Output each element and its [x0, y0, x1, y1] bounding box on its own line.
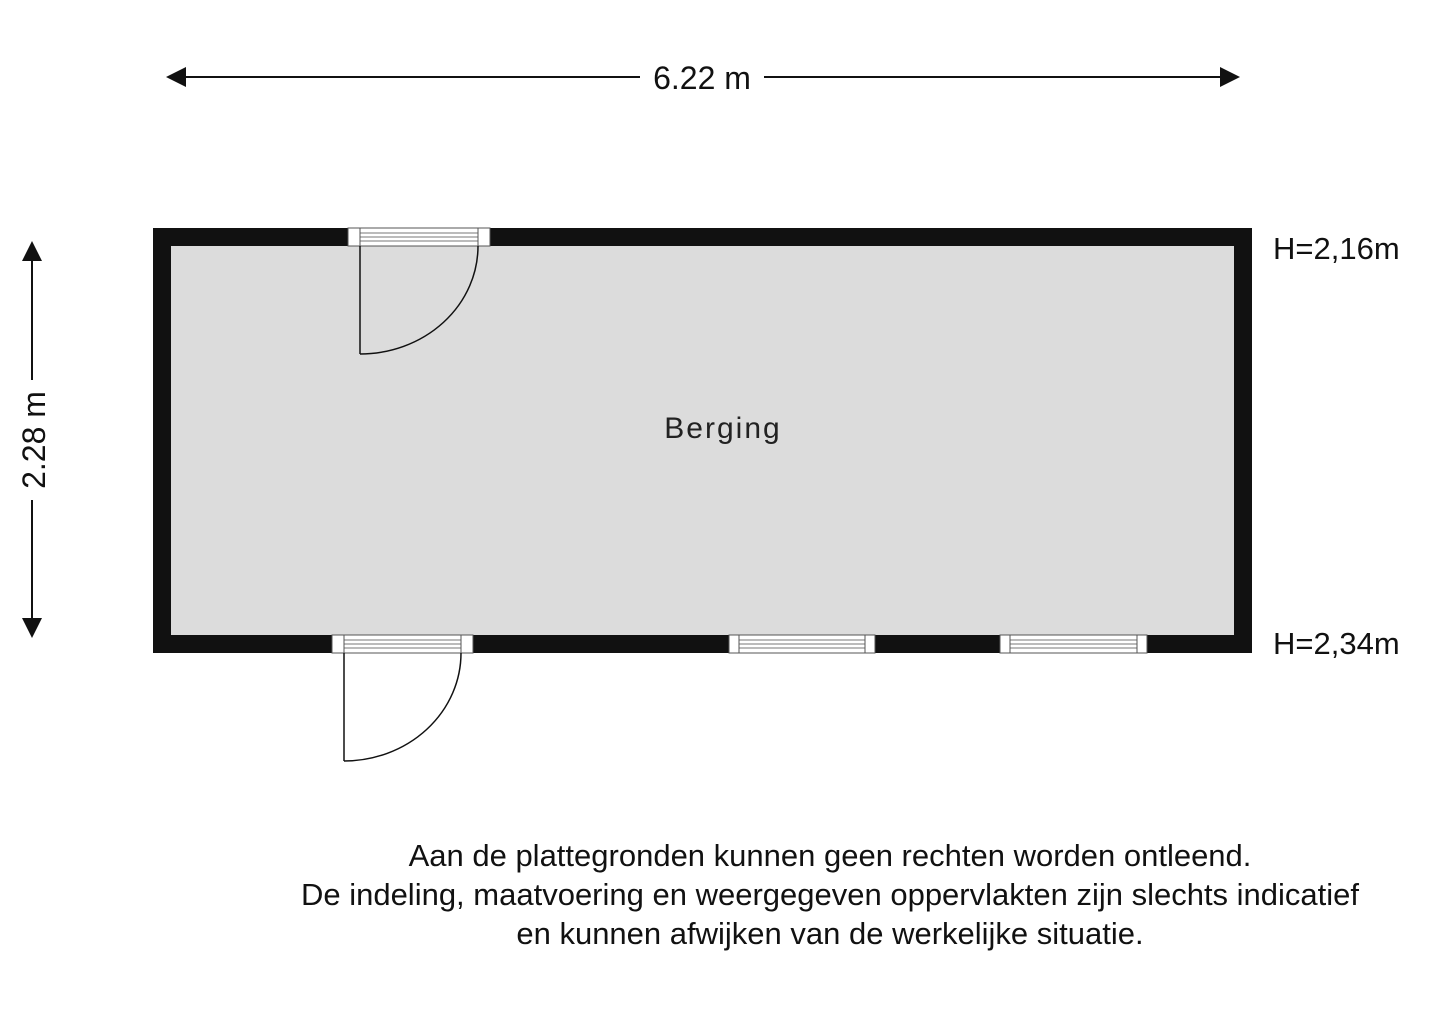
- width-label: 6.22 m: [653, 60, 751, 96]
- width-dimension: [168, 60, 1238, 96]
- door-swing-arc: [344, 653, 461, 761]
- disclaimer-line-3: en kunnen afwijken van de werkelijke situatie.: [516, 916, 1144, 951]
- disclaimer: [180, 836, 1440, 953]
- door-bottom: [332, 635, 473, 761]
- depth-label: 2.28 m: [16, 391, 52, 489]
- depth-dimension: [16, 243, 52, 636]
- height-label-bottom: H=2,34m: [1273, 626, 1400, 661]
- room-label: Berging: [664, 412, 782, 445]
- height-label-top: H=2,16m: [1273, 231, 1400, 266]
- window-bottom-1: [729, 635, 875, 653]
- window-bottom-2: [1000, 635, 1147, 653]
- disclaimer-line-2: De indeling, maatvoering en weergegeven oppervlakten zijn slechts indicatief: [300, 877, 1360, 912]
- disclaimer-line-1: Aan de plattegronden kunnen geen rechten worden ontleend.: [408, 838, 1252, 873]
